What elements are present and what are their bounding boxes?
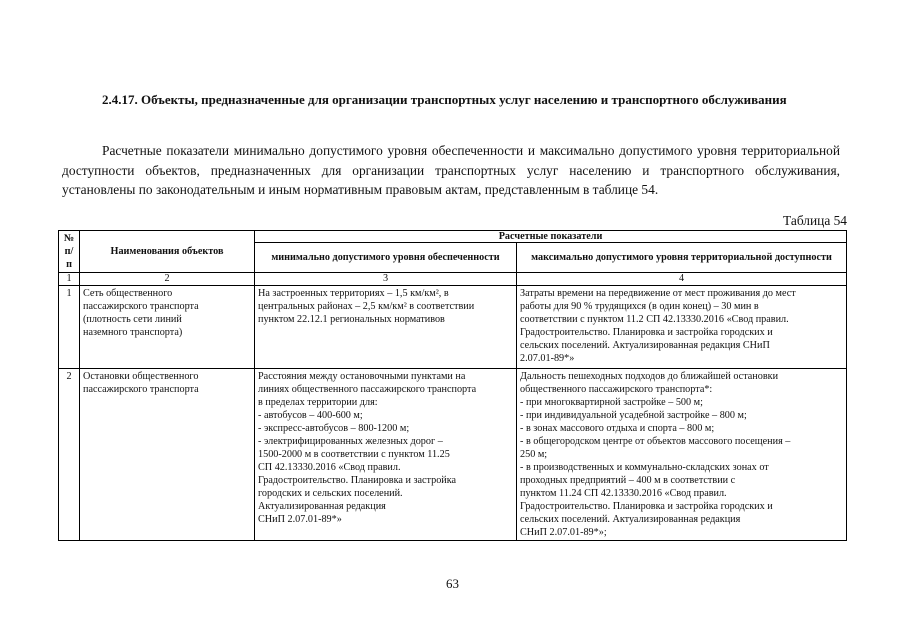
header-group: Расчетные показатели [255,231,847,243]
indicators-table [58,230,847,541]
header-num: № п/п [59,231,80,273]
row-max-indicator: Дальность пешеходных подходов до ближайшей остановки общественного пассажирского транспорта*: - при многоквартирной застройке – 500 м; - при индивидуальной усадебной застройке – 800 м; - в зонах массового отдыха и спорта – 800 м; - в общегородском центре от объектов массового посещения – 250 м; - в производственных и коммунально-складских зонах от проходных предприятий – 400 м в соответствии с пунктом 11.24 СП 42.13330.2016 «Свод правил. Градостроительство. Планировка и застройка городских и сельских поселений. Актуализированная редакция СНиП 2.07.01-89*»; [517,369,847,541]
row-number: 2 [59,369,80,541]
header-min: минимально допустимого уровня обеспеченности [255,243,517,273]
row-number: 1 [59,286,80,369]
row-max-indicator: Затраты времени на передвижение от мест проживания до мест работы для 90 % трудящихся (в один конец) – 30 мин в соответствии с пунктом 11.2 СП 42.13330.2016 «Свод правил. Градостроительство. Планировка и застройка городских и сельских поселений. Актуализированная редакция СНиП 2.07.01-89*» [517,286,847,369]
row-min-indicator: На застроенных территориях – 1,5 км/км², в центральных районах – 2,5 км/км² в соответствии пунктом 22.12.1 региональных нормативов [255,286,517,369]
col-number: 2 [80,273,255,286]
intro-paragraph: Расчетные показатели минимально допустимого уровня обеспеченности и максимально допустимого уровня территориальной доступности объектов, предназначенных для организации транспортных услуг населению и транспортного обслуживания, установлены по законодательным и иным нормативным правовым актам, представленным в таблице 54. [62,143,840,197]
section-heading: 2.4.17. Объекты, предназначенные для организации транспортных услуг населению и транспортного обслуживания [102,92,787,107]
row-min-indicator: Расстояния между остановочными пунктами на линиях общественного пассажирского транспорта в пределах территории для: - автобусов – 400-600 м; - экспресс-автобусов – 800-1200 м; - электрифицированных железных дорог – 1500-2000 м в соответствии с пунктом 11.25 СП 42.13330.2016 «Свод правил. Градостроительство. Планировка и застройка городских и сельских поселений. Актуализированная редакция СНиП 2.07.01-89*» [255,369,517,541]
header-name: Наименования объектов [80,231,255,273]
col-number: 1 [59,273,80,286]
table-header-row [59,231,847,243]
row-object-name: Сеть общественного пассажирского транспорта (плотность сети линий наземного транспорта) [80,286,255,369]
page-number: 63 [446,576,459,591]
col-number: 3 [255,273,517,286]
table-row [59,369,847,541]
table-caption: Таблица 54 [783,213,847,228]
header-max: максимально допустимого уровня территориальной доступности [517,243,847,273]
row-object-name: Остановки общественного пассажирского транспорта [80,369,255,541]
col-number: 4 [517,273,847,286]
column-number-row [59,273,847,286]
table-row [59,286,847,369]
